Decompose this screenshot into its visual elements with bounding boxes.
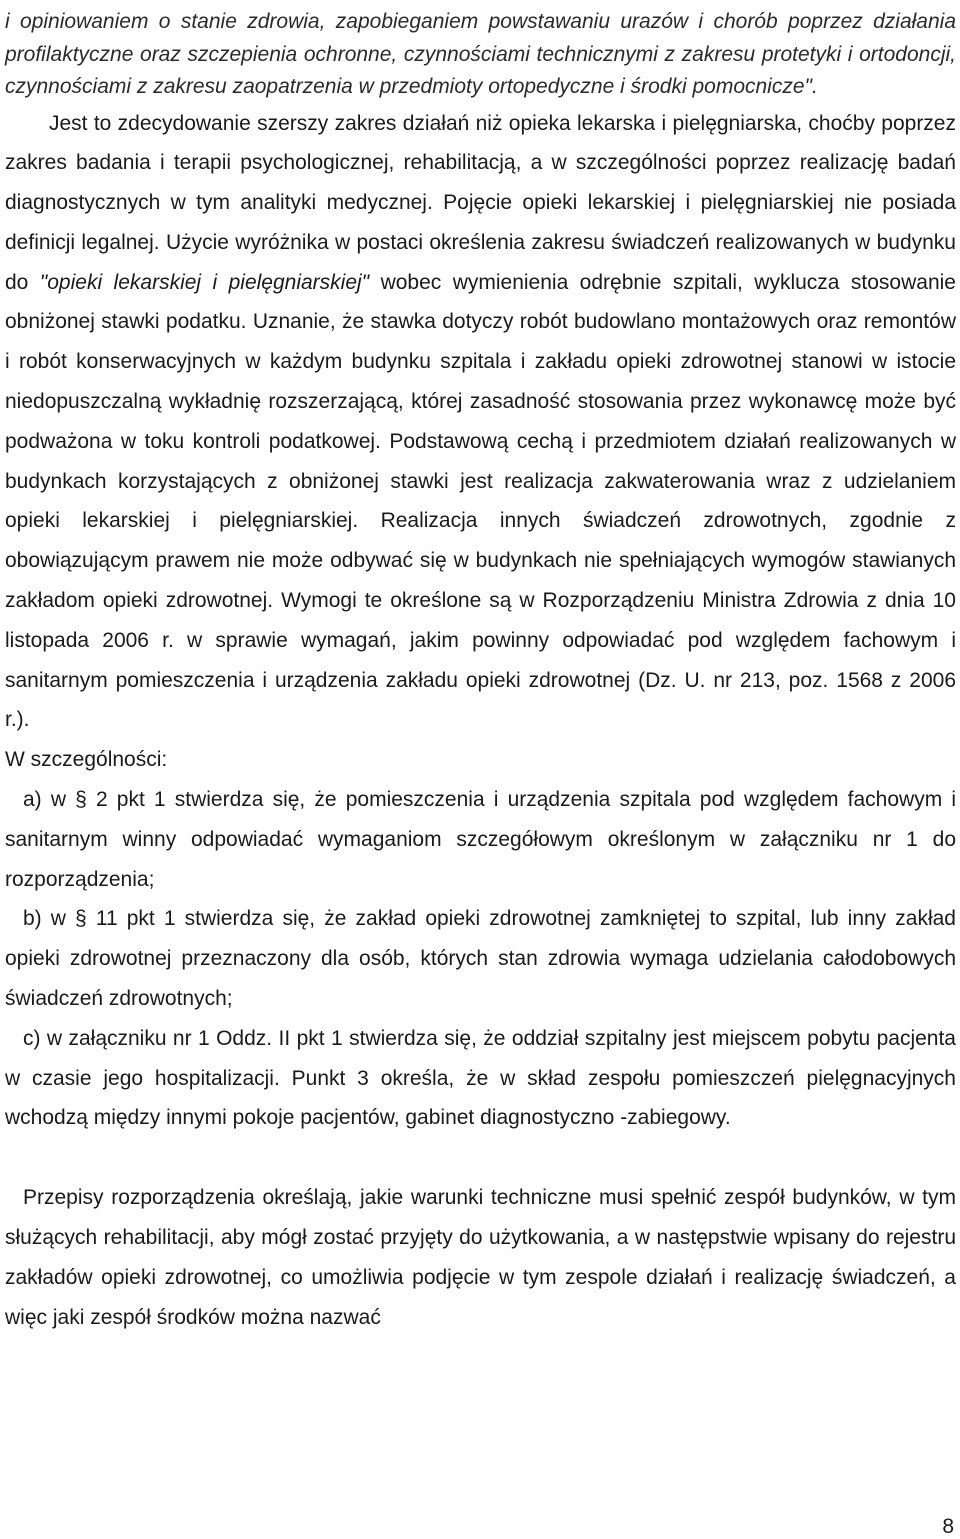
quoted-term: "opieki lekarskiej i pielęgniarskiej" — [39, 270, 370, 294]
list-item-c: c) w załączniku nr 1 Oddz. II pkt 1 stwierdza się, że oddział szpitalny jest miejscem pobytu pacjenta w czasie jego hospitalizacji. Punkt 3 określa, że w skład zespołu pomieszczeń pielęgnacyjnych wchodzą między innymi pokoje pacjentów, gabinet diagnostyczno -zabiegowy. — [5, 1026, 956, 1130]
document-page — [5, 0, 956, 1337]
paragraph-main-text: Jest to zdecydowanie szerszy zakres działań niż opieka lekarska i pielęgniarska, choćby poprzez zakres badania i terapii psychologicznej, rehabilitacją, a w szczególności poprzez realizację badań diagnostycznych w tym analityki medycznej. Pojęcie opieki lekarskiej i pielęgniarskiej nie posiada definicji legalnej. Użycie wyróżnika w postaci określenia zakresu świadczeń realizowanych w budynku do — [5, 111, 956, 294]
list-item-a: a) w § 2 pkt 1 stwierdza się, że pomieszczenia i urządzenia szpitala pod względem fachowym i sanitarnym winny odpowiadać wymaganiom szczegółowym określonym w załączniku nr 1 do rozporządzenia; — [5, 788, 956, 891]
page-number: 8 — [942, 1515, 954, 1538]
paragraph-main-continuation: wobec wymienienia odrębnie szpitali, wyklucza stosowanie obniżonej stawki podatku. Uznanie, że stawka dotyczy robót budowlano montażowych oraz remontów i robót konserwacyjnych w każdym budynku szpitala i zakładu opieki zdrowotnej stanowi w istocie niedopuszczalną wykładnię rozszerzającą, której zasadność stosowania przez wykonawcę może być podważona w toku kontroli podatkowej. Podstawową cechą i przedmiotem działań realizowanych w budynkach korzystających z obniżonej stawki jest realizacja zakwaterowania wraz z udzielaniem opieki lekarskiej i pielęgniarskiej. Realizacja innych świadczeń zdrowotnych, zgodnie z obowiązującym prawem nie może odbywać się w budynkach nie spełniających wymogów stawianych zakładom opieki zdrowotnej. Wymogi te określone są w Rozporządzeniu Ministra Zdrowia z dnia 10 listopada 2006 r. w sprawie wymagań, jakim powinny odpowiadać pod względem fachowym i sanitarnym pomieszczenia i urządzenia zakładu opieki zdrowotnej (Dz. U. nr 213, poz. 1568 z 2006 r.). — [5, 270, 956, 732]
lead-italic-text: i opiniowaniem o stanie zdrowia, zapobieganiem powstawaniu urazów i chorób poprzez działania profilaktyczne oraz szczepienia ochronne, czynnościami technicznymi z zakresu protetyki i ortodoncji, czynnościami z zakresu zaopatrzenia w przedmioty ortopedyczne i środki pomocnicze". — [5, 10, 956, 98]
list-item-b: b) w § 11 pkt 1 stwierdza się, że zakład opieki zdrowotnej zamkniętej to szpital, lub inny zakład opieki zdrowotnej przeznaczony dla osób, których stan zdrowia wymaga udzielania całodobowych świadczeń zdrowotnych; — [5, 907, 956, 1011]
paragraph-regulations: Przepisy rozporządzenia określają, jakie warunki techniczne musi spełnić zespół budynków, w tym służących rehabilitacji, aby mógł zostać przyjęty do użytkowania, a w następstwie wpisany do rejestru zakładów opieki zdrowotnej, co umożliwia podjęcie w tym zespole działań i realizację świadczeń, a więc jaki zespół środków można nazwać — [5, 1186, 956, 1329]
paragraph-spacer — [5, 1138, 956, 1178]
lead-paragraph — [5, 0, 956, 104]
paragraph-main — [5, 104, 956, 741]
paragraph-in-particular: W szczególności: — [5, 748, 168, 772]
